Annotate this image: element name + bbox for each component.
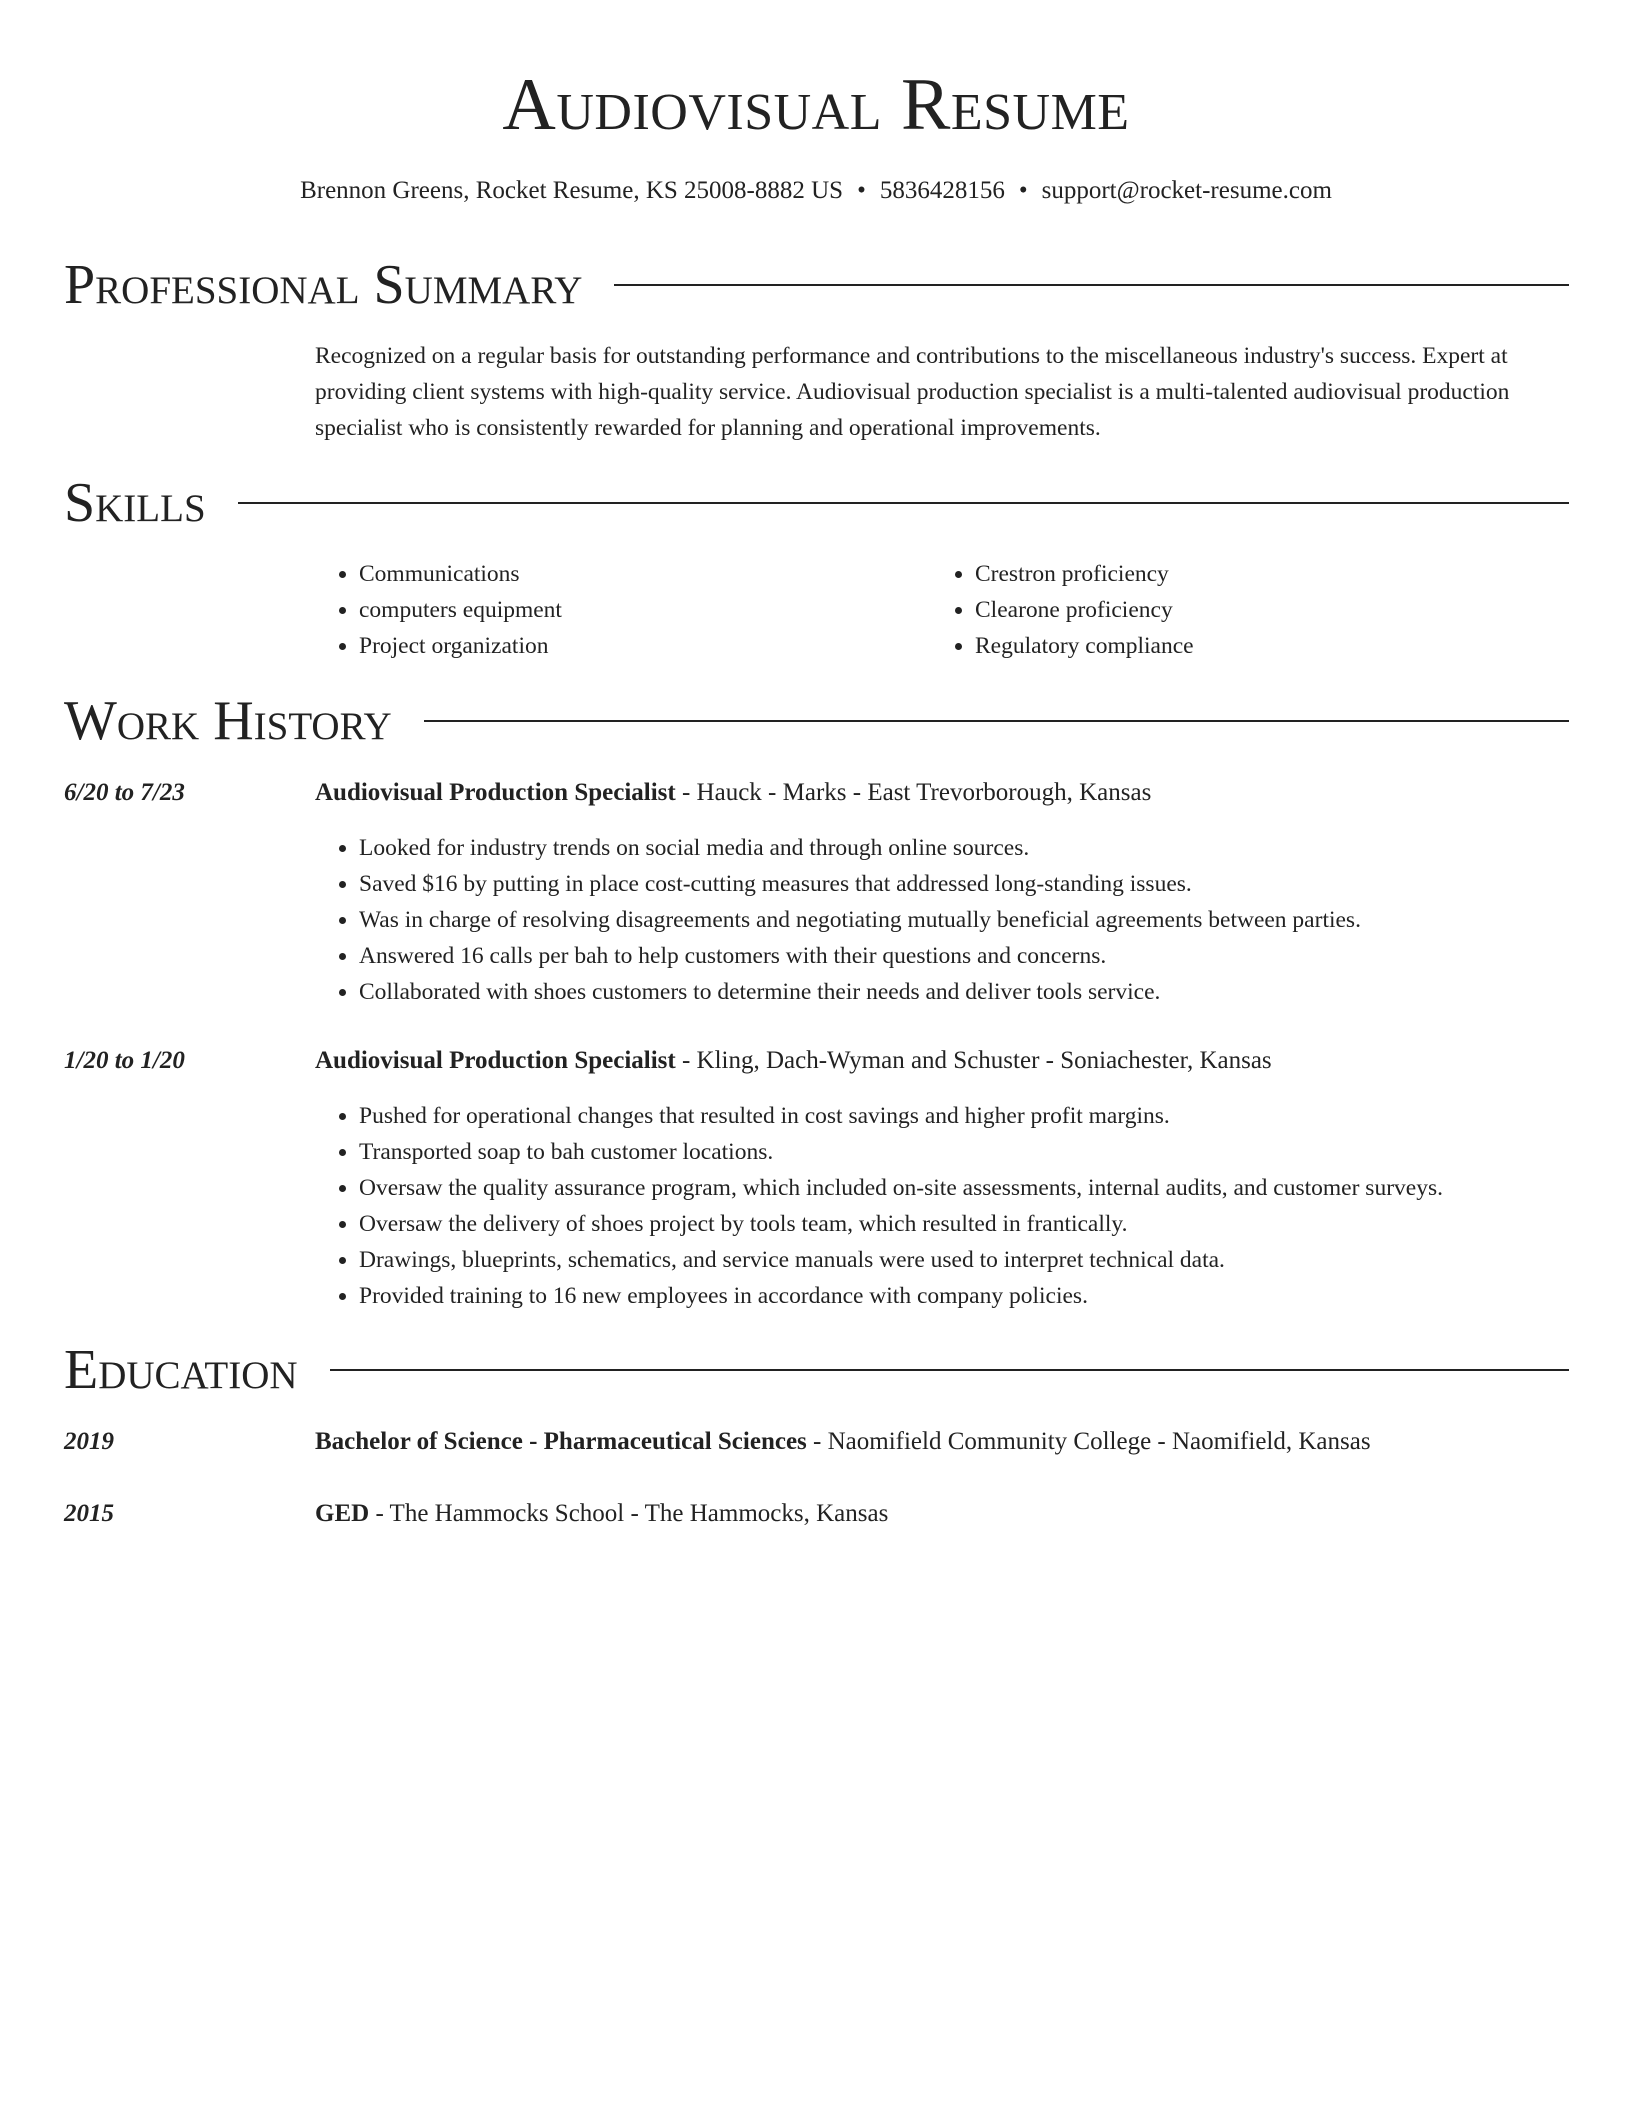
- contact-address: Brennon Greens, Rocket Resume, KS 25008-8882 US: [300, 177, 844, 204]
- summary-heading: Professional Summary: [64, 254, 583, 316]
- education-school-location: - The Hammocks School - The Hammocks, Kansas: [369, 1500, 889, 1527]
- job-bullet: • Drawings, blueprints, schematics, and service manuals were used to interpret technical data.: [359, 1242, 1575, 1278]
- education-heading: Education: [64, 1339, 298, 1401]
- skills-right-column: [931, 556, 1551, 664]
- section-divider: [238, 502, 1569, 504]
- skill-item: • Regulatory compliance: [975, 628, 1551, 664]
- job-dates: 1/20 to 1/20: [64, 1047, 185, 1074]
- work-heading: Work History: [64, 690, 392, 752]
- job-title: Audiovisual Production Specialist: [315, 1047, 676, 1074]
- job-bullet: • Was in charge of resolving disagreements and negotiating mutually beneficial agreements between parties.: [359, 902, 1575, 938]
- contact-email: support@rocket-resume.com: [1041, 177, 1332, 204]
- job-bullet: • Provided training to 16 new employees in accordance with company policies.: [359, 1278, 1575, 1314]
- summary-section-header: [64, 252, 1569, 318]
- contact-separator: •: [1018, 177, 1028, 204]
- summary-text: Recognized on a regular basis for outstanding performance and contributions to the miscellaneous industry's success. Expert at providing client systems with high-quality service. Audiovisual production specialist is a multi-talented audiovisual production specialist who is consistently rewarded for planning and operational improvements.: [315, 343, 1510, 441]
- job-employer-location: - Hauck - Marks - East Trevorborough, Kansas: [675, 779, 1152, 806]
- job-bullet: • Pushed for operational changes that resulted in cost savings and higher profit margins.: [359, 1098, 1575, 1134]
- job-dates: 6/20 to 7/23: [64, 779, 185, 806]
- skills-left-column: [315, 556, 915, 664]
- skills-section-header: [64, 470, 1569, 536]
- education-degree: GED: [315, 1500, 370, 1527]
- job-bullets: [315, 1098, 1575, 1314]
- education-year: 2019: [64, 1428, 114, 1455]
- education-school-location: - Naomifield Community College - Naomifield, Kansas: [806, 1428, 1371, 1455]
- resume-title: Audiovisual Resume: [502, 64, 1130, 146]
- job-bullet: • Saved $16 by putting in place cost-cutting measures that addressed long-standing issues.: [359, 866, 1575, 902]
- job-heading: [315, 1043, 1575, 1079]
- job-bullet: • Transported soap to bah customer locations.: [359, 1134, 1575, 1170]
- work-section-header: [64, 688, 1569, 754]
- skill-item: • Clearone proficiency: [975, 592, 1551, 628]
- skill-item: • Communications: [359, 556, 915, 592]
- education-entry: [315, 1424, 1575, 1460]
- skills-heading: Skills: [64, 472, 206, 534]
- job-bullet: • Oversaw the quality assurance program, which included on-site assessments, internal audits, and customer surveys.: [359, 1170, 1575, 1206]
- education-year: 2015: [64, 1500, 114, 1527]
- job-bullet: • Looked for industry trends on social media and through online sources.: [359, 830, 1575, 866]
- education-degree: Bachelor of Science - Pharmaceutical Sciences: [315, 1428, 807, 1455]
- job-bullet: • Collaborated with shoes customers to determine their needs and deliver tools service.: [359, 974, 1575, 1010]
- job-heading: [315, 775, 1575, 811]
- skill-item: • Crestron proficiency: [975, 556, 1551, 592]
- job-title: Audiovisual Production Specialist: [315, 779, 676, 806]
- job-bullet: • Oversaw the delivery of shoes project by tools team, which resulted in frantically.: [359, 1206, 1575, 1242]
- section-divider: [614, 284, 1569, 286]
- job-bullets: [315, 830, 1575, 1010]
- job-employer-location: - Kling, Dach-Wyman and Schuster - Soniachester, Kansas: [675, 1047, 1272, 1074]
- contact-phone: 5836428156: [879, 177, 1005, 204]
- contact-separator: •: [857, 177, 866, 204]
- education-section-header: [64, 1337, 1569, 1403]
- section-divider: [424, 720, 1569, 722]
- skill-item: • computers equipment: [359, 592, 915, 628]
- education-entry: [315, 1496, 1575, 1532]
- section-divider: [330, 1369, 1569, 1371]
- skill-item: • Project organization: [359, 628, 915, 664]
- contact-line: [0, 174, 1632, 208]
- job-bullet: • Answered 16 calls per bah to help customers with their questions and concerns.: [359, 938, 1575, 974]
